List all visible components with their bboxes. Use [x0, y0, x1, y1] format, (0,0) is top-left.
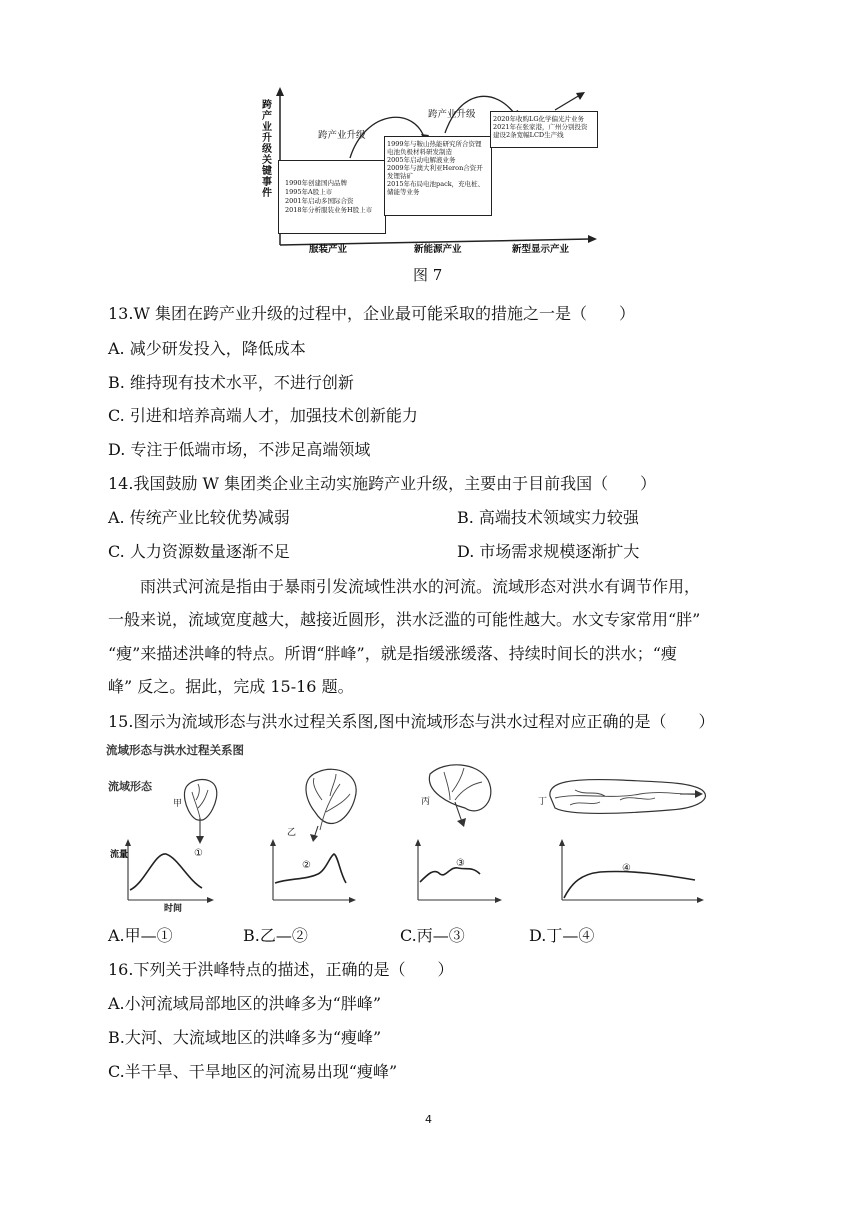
basin-label-bing: 丙 — [421, 797, 431, 807]
upgrade-label-2: 跨产业升级 — [428, 109, 476, 120]
basin-label-jia: 甲 — [173, 799, 183, 809]
q15-stem: 15.图示为流域形态与洪水过程关系图,图中流域形态与洪水过程对应正确的是（ ） — [108, 712, 715, 731]
q14-option-d: D. 市场需求规模逐渐扩大 — [457, 542, 640, 561]
curve-label-1: ① — [194, 848, 203, 859]
box-display: 2020年收购LG化学偏光片业务 2021年在张家港，广州分别投资 建设2条宽幅LCD生产线 — [490, 111, 598, 148]
y-label-flow: 流量 — [110, 850, 129, 860]
figure-caption: 图 7 — [413, 266, 443, 284]
q16-option-c: C.半干旱、干旱地区的河流易出现“瘦峰” — [108, 1062, 398, 1081]
y-axis-label: 跨 产 业 升 级 关 键 事 件 — [262, 100, 272, 199]
q14-option-b: B. 高端技术领域实力较强 — [457, 508, 639, 527]
passage-line-4: 峰” 反之。据此，完成 15-16 题。 — [108, 677, 354, 696]
q16-option-a: A.小河流域局部地区的洪峰多为“胖峰” — [108, 994, 382, 1013]
curve-1 — [130, 854, 202, 890]
q15-option-d: D.丁—④ — [529, 926, 595, 945]
x-label-garment: 服装产业 — [309, 244, 348, 255]
passage-line-2: 一般来说，流域宽度越大，越接近圆形，洪水泛滥的可能性越大。水文专家常用“胖” — [108, 610, 701, 629]
q13-option-c: C. 引进和培养高端人才，加强技术创新能力 — [108, 406, 418, 425]
passage-line-1: 雨洪式河流是指由于暴雨引发流域性洪水的河流。流域形态对洪水有调节作用， — [140, 577, 701, 596]
box-new-energy: 1999年与鞍山热能研究所合资锂 电池负极材料研发制造 2005年启动电解液业务 2009年与澳大利亚Heron合资开 发锂钴矿 2015年布局电池pack，充电桩、 储能等业务 — [384, 136, 492, 216]
curve-label-2: ② — [302, 860, 311, 871]
q14-option-c: C. 人力资源数量逐渐不足 — [108, 542, 290, 561]
q16-option-b: B.大河、大流域地区的洪峰多为“瘦峰” — [108, 1028, 382, 1047]
curve-label-4: ④ — [622, 863, 631, 874]
q13-stem: 13.W 集团在跨产业升级的过程中，企业最可能采取的措施之一是（ ） — [108, 304, 635, 323]
basin-label-yi: 乙 — [287, 828, 297, 838]
basin-jia-shape — [184, 780, 216, 844]
q14-option-a: A. 传统产业比较优势减弱 — [108, 508, 290, 527]
passage-line-3: “瘦”来描述洪峰的特点。所谓“胖峰”，就是指缓涨缓落、持续时间长的洪水；“瘦 — [108, 644, 677, 663]
basin-yi-shape — [306, 769, 356, 842]
upgrade-label-1: 跨产业升级 — [318, 130, 366, 141]
box-garment: 1990年创建国内品牌 1995年A股上市 2001年启动多国际合资 2018年分析服装业务H股上市 — [278, 160, 386, 234]
basin-bing-shape — [429, 765, 491, 827]
q15-option-a: A.甲—① — [108, 926, 173, 945]
curve-label-3: ③ — [456, 858, 465, 869]
q13-option-a: A. 减少研发投入，降低成本 — [108, 339, 306, 358]
x-label-display: 新型显示产业 — [512, 244, 570, 255]
q16-stem: 16.下列关于洪峰特点的描述，正确的是（ ） — [108, 960, 454, 979]
x-label-new-energy: 新能源产业 — [414, 244, 462, 255]
q13-option-d: D. 专注于低端市场，不涉足高端领域 — [108, 440, 371, 459]
basin-shape-label: 流域形态 — [108, 780, 152, 793]
q13-option-b: B. 维持现有技术水平，不进行创新 — [108, 373, 354, 392]
basin-label-ding: 丁 — [538, 797, 548, 807]
curve-4 — [564, 871, 695, 898]
page-number: 4 — [425, 1113, 432, 1126]
q15-option-c: C.丙—③ — [400, 926, 465, 945]
flood-figure-title: 流域形态与洪水过程关系图 — [106, 743, 244, 757]
q14-stem: 14.我国鼓励 W 集团类企业主动实施跨产业升级，主要由于目前我国（ ） — [108, 474, 657, 493]
curve-3 — [420, 868, 480, 882]
basin-ding-shape — [550, 780, 706, 814]
q15-option-b: B.乙—② — [243, 926, 308, 945]
x-label-time: 时间 — [164, 904, 183, 914]
